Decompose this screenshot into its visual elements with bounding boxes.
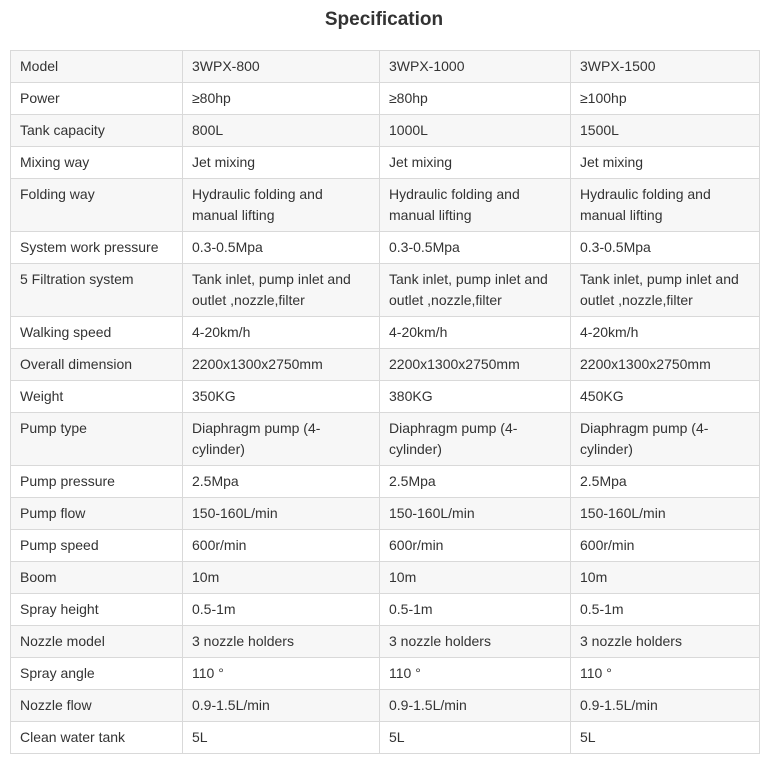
value-cell: 4-20km/h <box>571 317 760 349</box>
row-label-cell: Spray angle <box>11 658 183 690</box>
value-cell: 3 nozzle holders <box>571 626 760 658</box>
row-label-cell: Pump pressure <box>11 466 183 498</box>
value-cell: Tank inlet, pump inlet and outlet ,nozzle,filter <box>571 264 760 317</box>
value-cell: 1500L <box>571 115 760 147</box>
value-cell: 3WPX-1000 <box>380 51 571 83</box>
value-cell: 350KG <box>183 381 380 413</box>
value-cell: Hydraulic folding and manual lifting <box>571 179 760 232</box>
value-cell: 4-20km/h <box>183 317 380 349</box>
row-label-cell: Model <box>11 51 183 83</box>
table-row <box>11 179 760 232</box>
value-cell: Hydraulic folding and manual lifting <box>183 179 380 232</box>
specification-table-body <box>11 51 760 754</box>
table-row <box>11 498 760 530</box>
value-cell: 10m <box>571 562 760 594</box>
value-cell: 0.9-1.5L/min <box>380 690 571 722</box>
value-cell: Jet mixing <box>571 147 760 179</box>
table-row <box>11 690 760 722</box>
page-title: Specification <box>324 9 444 30</box>
table-row <box>11 115 760 147</box>
table-row <box>11 413 760 466</box>
row-label-cell: Folding way <box>11 179 183 232</box>
value-cell: Tank inlet, pump inlet and outlet ,nozzle,filter <box>183 264 380 317</box>
value-cell: 0.5-1m <box>571 594 760 626</box>
table-row <box>11 722 760 754</box>
value-cell: 450KG <box>571 381 760 413</box>
table-row <box>11 594 760 626</box>
value-cell: Diaphragm pump (4-cylinder) <box>380 413 571 466</box>
table-row <box>11 317 760 349</box>
table-row <box>11 530 760 562</box>
table-row <box>11 658 760 690</box>
value-cell: 800L <box>183 115 380 147</box>
table-row <box>11 466 760 498</box>
row-label-cell: Tank capacity <box>11 115 183 147</box>
row-label-cell: System work pressure <box>11 232 183 264</box>
row-label-cell: Mixing way <box>11 147 183 179</box>
value-cell: 110 ° <box>183 658 380 690</box>
value-cell: 2.5Mpa <box>183 466 380 498</box>
row-label-cell: Nozzle flow <box>11 690 183 722</box>
row-label-cell: Spray height <box>11 594 183 626</box>
table-row <box>11 147 760 179</box>
row-label-cell: Pump speed <box>11 530 183 562</box>
value-cell: 4-20km/h <box>380 317 571 349</box>
value-cell: 0.9-1.5L/min <box>183 690 380 722</box>
value-cell: 2200x1300x2750mm <box>183 349 380 381</box>
value-cell: 10m <box>183 562 380 594</box>
table-row <box>11 232 760 264</box>
value-cell: ≥100hp <box>571 83 760 115</box>
table-row <box>11 626 760 658</box>
value-cell: 0.3-0.5Mpa <box>380 232 571 264</box>
value-cell: 600r/min <box>571 530 760 562</box>
value-cell: 0.9-1.5L/min <box>571 690 760 722</box>
value-cell: 10m <box>380 562 571 594</box>
row-label-cell: Pump flow <box>11 498 183 530</box>
row-label-cell: Overall dimension <box>11 349 183 381</box>
value-cell: 150-160L/min <box>183 498 380 530</box>
value-cell: Jet mixing <box>183 147 380 179</box>
value-cell: 600r/min <box>380 530 571 562</box>
table-row <box>11 381 760 413</box>
row-label-cell: Pump type <box>11 413 183 466</box>
table-row <box>11 83 760 115</box>
table-row <box>11 264 760 317</box>
value-cell: Diaphragm pump (4-cylinder) <box>571 413 760 466</box>
value-cell: 0.5-1m <box>380 594 571 626</box>
specification-table <box>10 50 760 754</box>
value-cell: 5L <box>183 722 380 754</box>
value-cell: 3WPX-1500 <box>571 51 760 83</box>
value-cell: 0.3-0.5Mpa <box>183 232 380 264</box>
value-cell: 2200x1300x2750mm <box>380 349 571 381</box>
table-row <box>11 562 760 594</box>
table-row <box>11 51 760 83</box>
value-cell: 110 ° <box>380 658 571 690</box>
value-cell: 5L <box>571 722 760 754</box>
value-cell: 2.5Mpa <box>380 466 571 498</box>
value-cell: 380KG <box>380 381 571 413</box>
value-cell: 150-160L/min <box>380 498 571 530</box>
value-cell: 600r/min <box>183 530 380 562</box>
row-label-cell: Nozzle model <box>11 626 183 658</box>
row-label-cell: Clean water tank <box>11 722 183 754</box>
value-cell: 0.5-1m <box>183 594 380 626</box>
value-cell: Hydraulic folding and manual lifting <box>380 179 571 232</box>
row-label-cell: Walking speed <box>11 317 183 349</box>
value-cell: Diaphragm pump (4-cylinder) <box>183 413 380 466</box>
value-cell: 5L <box>380 722 571 754</box>
value-cell: 3 nozzle holders <box>183 626 380 658</box>
value-cell: 3 nozzle holders <box>380 626 571 658</box>
value-cell: ≥80hp <box>380 83 571 115</box>
value-cell: 3WPX-800 <box>183 51 380 83</box>
value-cell: 110 ° <box>571 658 760 690</box>
value-cell: 0.3-0.5Mpa <box>571 232 760 264</box>
value-cell: Tank inlet, pump inlet and outlet ,nozzle,filter <box>380 264 571 317</box>
value-cell: ≥80hp <box>183 83 380 115</box>
table-row <box>11 349 760 381</box>
row-label-cell: Power <box>11 83 183 115</box>
row-label-cell: Weight <box>11 381 183 413</box>
value-cell: Jet mixing <box>380 147 571 179</box>
value-cell: 150-160L/min <box>571 498 760 530</box>
row-label-cell: 5 Filtration system <box>11 264 183 317</box>
row-label-cell: Boom <box>11 562 183 594</box>
value-cell: 1000L <box>380 115 571 147</box>
value-cell: 2.5Mpa <box>571 466 760 498</box>
value-cell: 2200x1300x2750mm <box>571 349 760 381</box>
